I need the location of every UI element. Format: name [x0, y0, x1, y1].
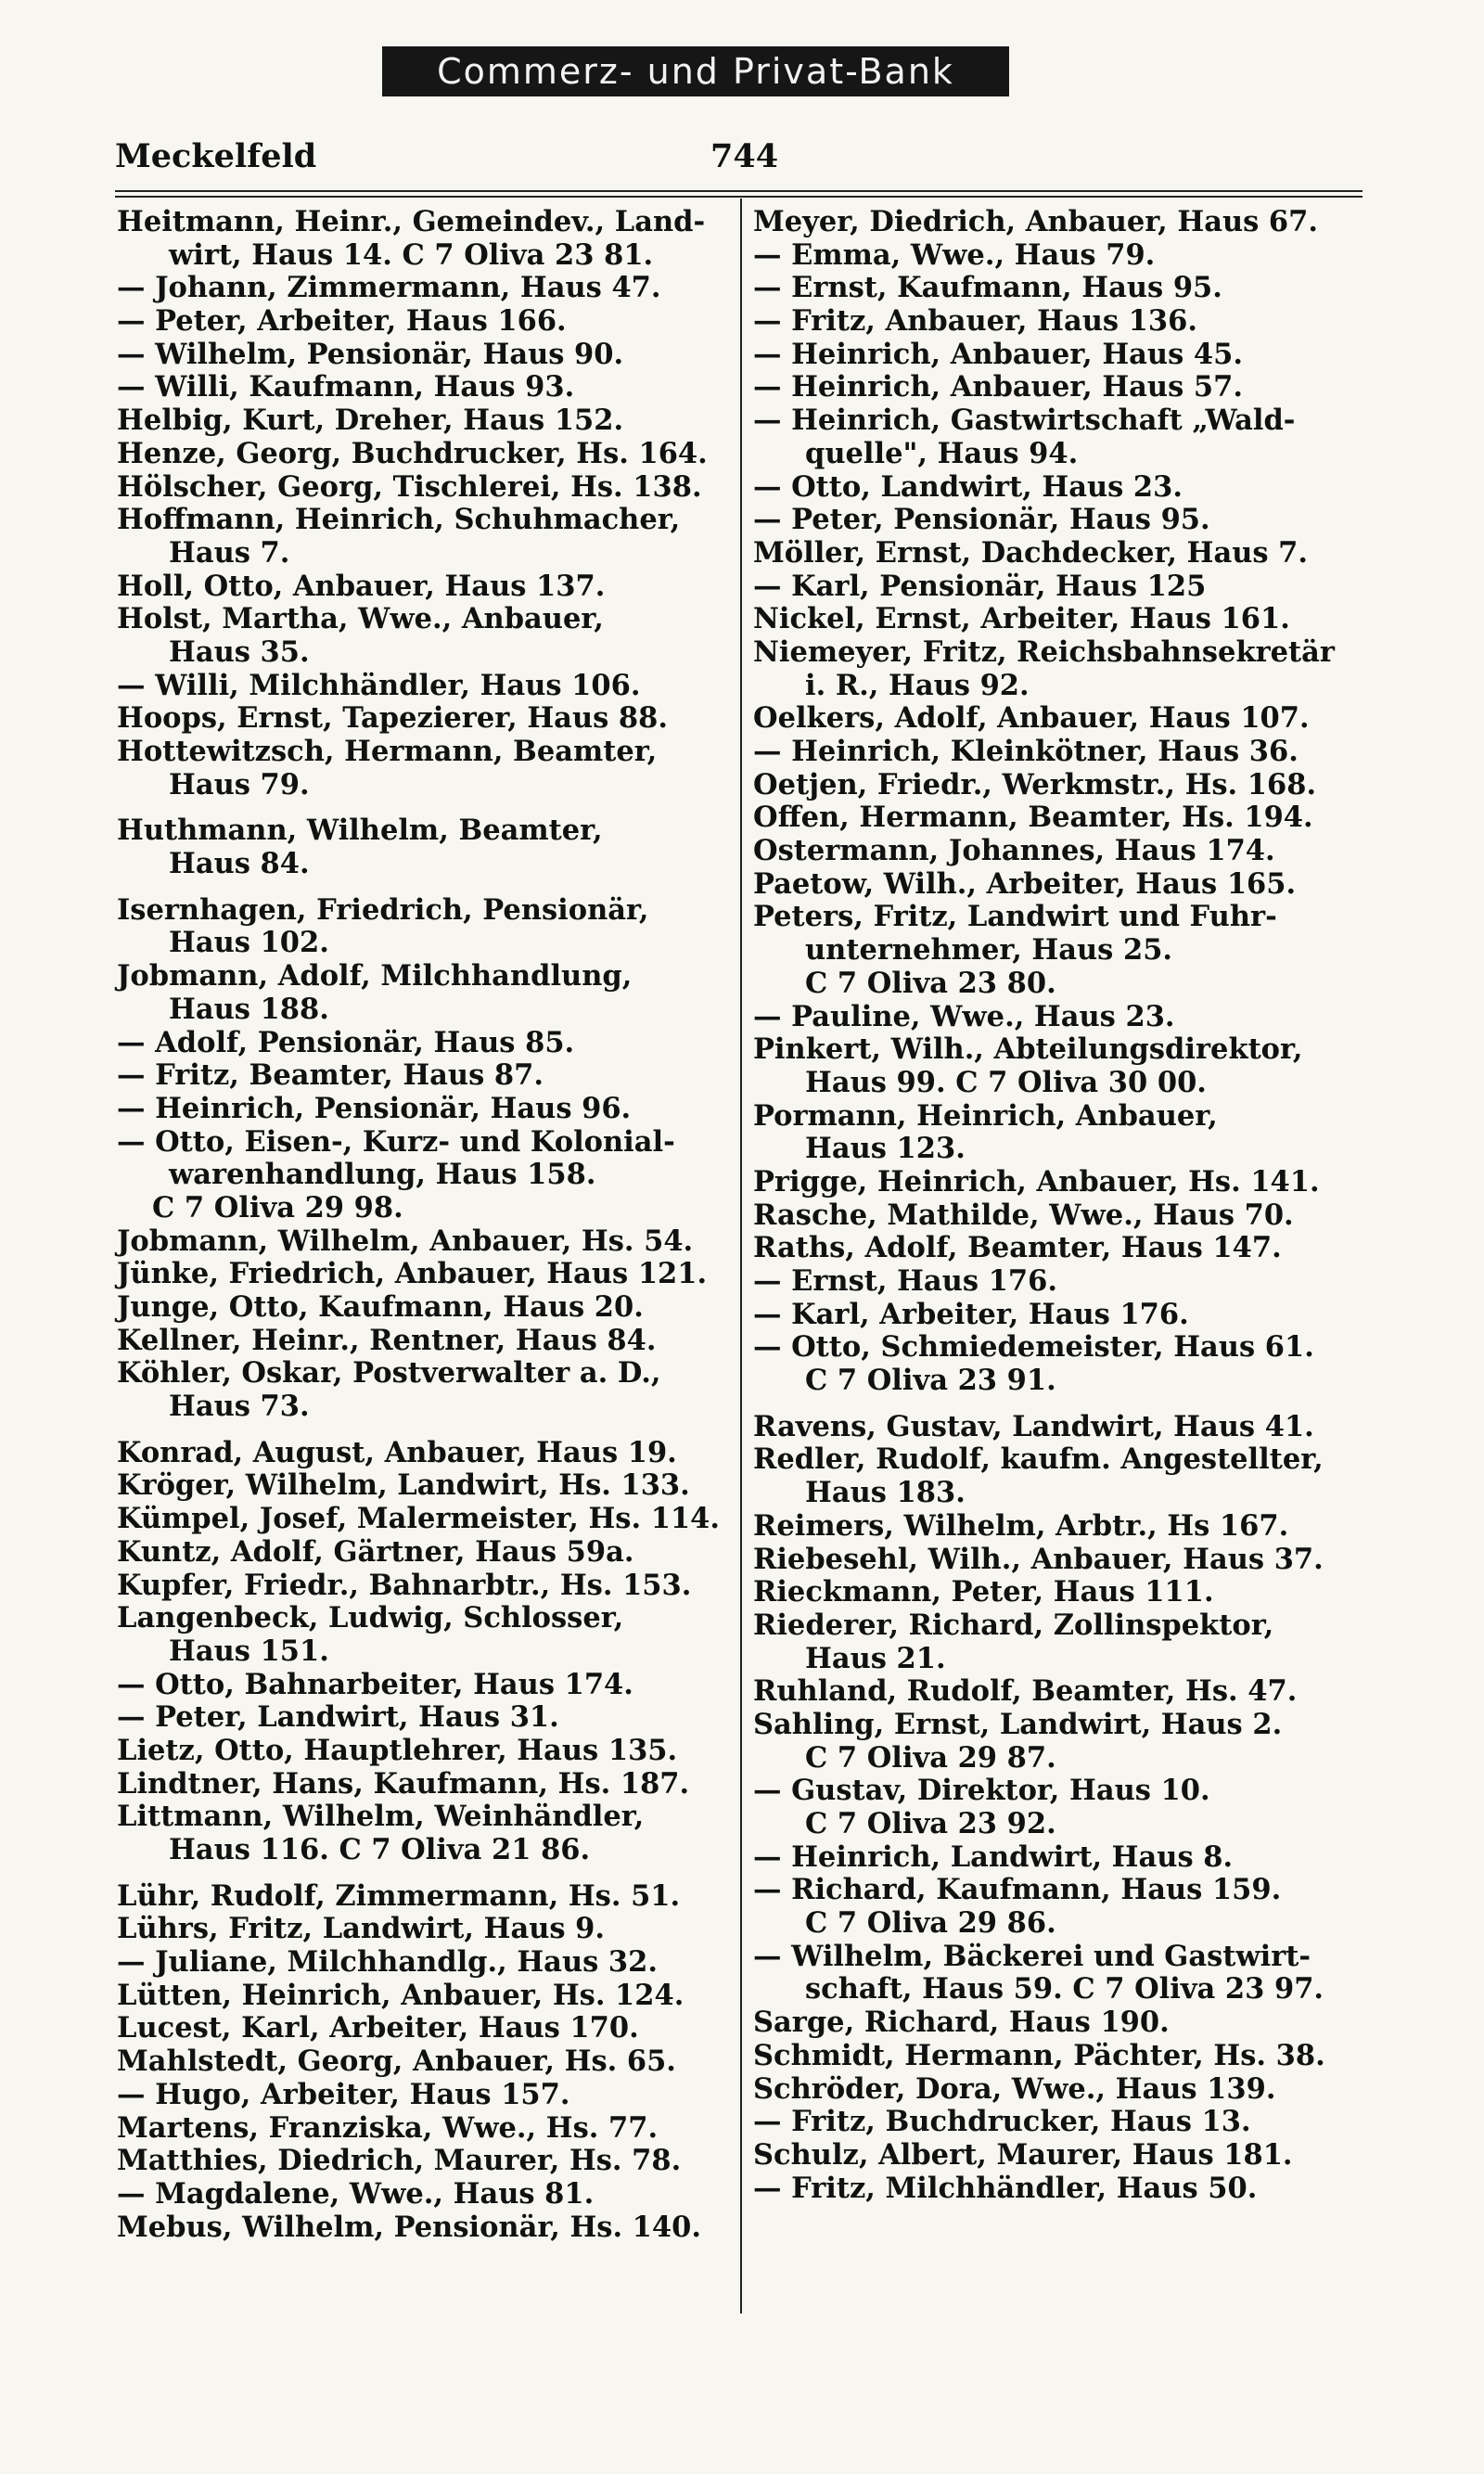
directory-line: — Fritz, Buchdrucker, Haus 13.: [753, 2105, 1251, 2139]
directory-line: — Gustav, Direktor, Haus 10.: [753, 1774, 1210, 1808]
directory-line: C 7 Oliva 23 80.: [805, 966, 1056, 1000]
bank-banner: Commerz- und Privat-Bank: [382, 46, 1009, 96]
directory-line: — Ernst, Haus 176.: [753, 1264, 1057, 1298]
directory-line: Oelkers, Adolf, Anbauer, Haus 107.: [753, 701, 1310, 736]
directory-line: Prigge, Heinrich, Anbauer, Hs. 141.: [753, 1164, 1320, 1199]
directory-line: Haus 21.: [805, 1641, 946, 1675]
directory-line: Raths, Adolf, Beamter, Haus 147.: [753, 1231, 1282, 1265]
directory-line: — Fritz, Beamter, Haus 87.: [117, 1058, 544, 1093]
directory-line: Ostermann, Johannes, Haus 174.: [753, 834, 1275, 868]
directory-line: — Emma, Wwe., Haus 79.: [753, 237, 1156, 272]
left-column: [117, 206, 729, 2244]
directory-line: — Willi, Milchhändler, Haus 106.: [117, 668, 641, 702]
directory-line: Riederer, Richard, Zollinspektor,: [753, 1608, 1274, 1642]
directory-line: Pormann, Heinrich, Anbauer,: [753, 1098, 1218, 1133]
directory-line: Kellner, Heinr., Rentner, Haus 84.: [117, 1323, 657, 1357]
directory-line: — Heinrich, Pensionär, Haus 96.: [117, 1091, 632, 1125]
directory-line: Heitmann, Heinr., Gemeindev., Land-: [117, 205, 706, 238]
directory-line: Sahling, Ernst, Landwirt, Haus 2.: [753, 1707, 1283, 1741]
directory-line: — Pauline, Wwe., Haus 23.: [753, 999, 1175, 1033]
directory-line: — Heinrich, Anbauer, Haus 57.: [753, 370, 1243, 404]
header-rule-top: [115, 190, 1362, 192]
directory-line: Ruhland, Rudolf, Beamter, Hs. 47.: [753, 1674, 1298, 1709]
directory-line: Haus 151.: [169, 1634, 329, 1668]
directory-line: Isernhagen, Friedrich, Pensionär,: [117, 892, 649, 927]
directory-line: Rieckmann, Peter, Haus 111.: [753, 1575, 1214, 1609]
directory-line: Haus 35.: [169, 635, 310, 669]
directory-line: Haus 183.: [805, 1476, 966, 1510]
directory-line: — Otto, Eisen-, Kurz- und Kolonial-: [117, 1124, 675, 1159]
directory-line: Kröger, Wilhelm, Landwirt, Hs. 133.: [117, 1468, 690, 1503]
directory-line: C 7 Oliva 29 86.: [805, 1906, 1056, 1941]
directory-line: Langenbeck, Ludwig, Schlosser,: [117, 1601, 624, 1635]
directory-line: Henze, Georg, Buchdrucker, Hs. 164.: [117, 436, 708, 470]
directory-line: Lucest, Karl, Arbeiter, Haus 170.: [117, 2011, 639, 2045]
directory-line: quelle", Haus 94.: [805, 436, 1079, 470]
directory-line: Möller, Ernst, Dachdecker, Haus 7.: [753, 535, 1309, 570]
directory-line: — Willi, Kaufmann, Haus 93.: [117, 370, 575, 404]
directory-line: Lindtner, Hans, Kaufmann, Hs. 187.: [117, 1766, 690, 1801]
directory-line: — Karl, Arbeiter, Haus 176.: [753, 1297, 1189, 1331]
directory-line: — Adolf, Pensionär, Haus 85.: [117, 1025, 575, 1059]
directory-line: Nickel, Ernst, Arbeiter, Haus 161.: [753, 602, 1290, 636]
directory-line: C 7 Oliva 29 87.: [805, 1740, 1056, 1775]
directory-line: Hoffmann, Heinrich, Schuhmacher,: [117, 503, 681, 537]
directory-line: — Peter, Arbeiter, Haus 166.: [117, 304, 567, 339]
directory-line: Konrad, August, Anbauer, Haus 19.: [117, 1435, 677, 1469]
directory-line: — Karl, Pensionär, Haus 125: [753, 569, 1207, 603]
directory-line: Niemeyer, Fritz, Reichsbahnsekretär: [753, 635, 1335, 669]
header-rule-bottom: [115, 196, 1362, 198]
directory-line: Mahlstedt, Georg, Anbauer, Hs. 65.: [117, 2045, 676, 2079]
directory-line: — Heinrich, Anbauer, Haus 45.: [753, 337, 1243, 371]
directory-line: — Juliane, Milchhandlg., Haus 32.: [117, 1945, 658, 1980]
place-heading: Meckelfeld: [115, 137, 317, 175]
directory-line: Hottewitzsch, Hermann, Beamter,: [117, 735, 658, 768]
directory-line: Littmann, Wilhelm, Weinhändler,: [117, 1800, 645, 1834]
directory-line: — Peter, Pensionär, Haus 95.: [753, 503, 1210, 537]
directory-line: Haus 79.: [169, 767, 310, 801]
directory-line: — Fritz, Milchhändler, Haus 50.: [753, 2171, 1258, 2205]
directory-line: schaft, Haus 59. C 7 Oliva 23 97.: [805, 1972, 1324, 2006]
directory-line: — Heinrich, Kleinkötner, Haus 36.: [753, 735, 1298, 768]
directory-line: Reimers, Wilhelm, Arbtr., Hs 167.: [753, 1508, 1289, 1543]
directory-line: — Otto, Landwirt, Haus 23.: [753, 469, 1183, 504]
directory-line: — Magdalene, Wwe., Haus 81.: [117, 2176, 595, 2211]
directory-line: unternehmer, Haus 25.: [805, 933, 1173, 968]
directory-line: Holst, Martha, Wwe., Anbauer,: [117, 602, 604, 636]
directory-line: C 7 Oliva 29 98.: [152, 1190, 403, 1224]
directory-line: Huthmann, Wilhelm, Beamter,: [117, 814, 603, 848]
directory-line: Lührs, Fritz, Landwirt, Haus 9.: [117, 1912, 606, 1946]
directory-line: Helbig, Kurt, Dreher, Haus 152.: [117, 404, 624, 438]
directory-line: Köhler, Oskar, Postverwalter a. D.,: [117, 1356, 661, 1391]
directory-line: — Peter, Landwirt, Haus 31.: [117, 1700, 559, 1735]
directory-line: Schulz, Albert, Maurer, Haus 181.: [753, 2137, 1293, 2172]
directory-line: Haus 188.: [169, 992, 329, 1026]
directory-line: Haus 7.: [169, 535, 290, 570]
directory-line: Schröder, Dora, Wwe., Haus 139.: [753, 2071, 1276, 2106]
directory-line: Paetow, Wilh., Arbeiter, Haus 165.: [753, 866, 1297, 901]
directory-line: C 7 Oliva 23 92.: [805, 1807, 1056, 1840]
directory-line: Junge, Otto, Kaufmann, Haus 20.: [117, 1290, 644, 1324]
directory-line: Haus 99. C 7 Oliva 30 00.: [805, 1065, 1207, 1099]
directory-line: Martens, Franziska, Wwe., Hs. 77.: [117, 2110, 659, 2145]
page-number: 744: [710, 137, 779, 175]
directory-line: Rasche, Mathilde, Wwe., Haus 70.: [753, 1198, 1294, 1232]
directory-line: Redler, Rudolf, kaufm. Angestellter,: [753, 1442, 1324, 1477]
directory-line: Haus 84.: [169, 847, 310, 881]
directory-line: C 7 Oliva 23 91.: [805, 1364, 1056, 1398]
directory-line: — Otto, Schmiedemeister, Haus 61.: [753, 1330, 1314, 1365]
directory-line: — Wilhelm, Pensionär, Haus 90.: [117, 337, 624, 371]
directory-line: i. R., Haus 92.: [805, 668, 1030, 702]
directory-line: Lühr, Rudolf, Zimmermann, Hs. 51.: [117, 1878, 681, 1913]
directory-line: Jünke, Friedrich, Anbauer, Haus 121.: [117, 1257, 708, 1291]
directory-line: wirt, Haus 14. C 7 Oliva 23 81.: [169, 237, 654, 272]
directory-line: — Heinrich, Gastwirtschaft „Wald-: [753, 404, 1296, 438]
directory-line: warenhandlung, Haus 158.: [169, 1158, 596, 1192]
directory-line: Haus 102.: [169, 926, 329, 960]
directory-line: Lütten, Heinrich, Anbauer, Hs. 124.: [117, 1978, 684, 2012]
directory-line: Matthies, Diedrich, Maurer, Hs. 78.: [117, 2144, 682, 2178]
directory-line: — Hugo, Arbeiter, Haus 157.: [117, 2077, 570, 2111]
directory-line: Offen, Hermann, Beamter, Hs. 194.: [753, 801, 1313, 835]
column-divider: [740, 199, 742, 2314]
directory-line: Peters, Fritz, Landwirt und Fuhr-: [753, 900, 1277, 934]
directory-line: Jobmann, Adolf, Milchhandlung,: [117, 959, 633, 993]
directory-line: — Fritz, Anbauer, Haus 136.: [753, 304, 1197, 339]
directory-line: Pinkert, Wilh., Abteilungsdirektor,: [753, 1032, 1303, 1067]
directory-line: Lietz, Otto, Hauptlehrer, Haus 135.: [117, 1733, 678, 1767]
directory-line: — Heinrich, Landwirt, Haus 8.: [753, 1839, 1234, 1874]
directory-line: Haus 73.: [169, 1390, 310, 1424]
directory-line: Sarge, Richard, Haus 190.: [753, 2006, 1170, 2040]
directory-line: — Otto, Bahnarbeiter, Haus 174.: [117, 1667, 633, 1701]
directory-line: — Johann, Zimmermann, Haus 47.: [117, 271, 661, 305]
directory-line: Mebus, Wilhelm, Pensionär, Hs. 140.: [117, 2210, 701, 2244]
directory-line: Kümpel, Josef, Malermeister, Hs. 114.: [117, 1502, 720, 1536]
directory-line: — Ernst, Kaufmann, Haus 95.: [753, 271, 1222, 305]
directory-line: Hölscher, Georg, Tischlerei, Hs. 138.: [117, 469, 702, 504]
directory-line: Kupfer, Friedr., Bahnarbtr., Hs. 153.: [117, 1568, 692, 1602]
right-column: [753, 206, 1365, 2205]
directory-line: Schmidt, Hermann, Pächter, Hs. 38.: [753, 2038, 1325, 2072]
directory-line: Haus 116. C 7 Oliva 21 86.: [169, 1833, 591, 1866]
directory-line: Meyer, Diedrich, Anbauer, Haus 67.: [753, 205, 1318, 238]
directory-line: — Richard, Kaufmann, Haus 159.: [753, 1873, 1282, 1907]
directory-line: Ravens, Gustav, Landwirt, Haus 41.: [753, 1409, 1314, 1443]
directory-line: — Wilhelm, Bäckerei und Gastwirt-: [753, 1939, 1311, 1973]
directory-line: Oetjen, Friedr., Werkmstr., Hs. 168.: [753, 767, 1317, 801]
directory-line: Haus 123.: [805, 1132, 966, 1166]
directory-line: Jobmann, Wilhelm, Anbauer, Hs. 54.: [117, 1224, 694, 1258]
directory-line: Hoops, Ernst, Tapezierer, Haus 88.: [117, 701, 668, 736]
directory-line: Holl, Otto, Anbauer, Haus 137.: [117, 569, 606, 603]
directory-line: Kuntz, Adolf, Gärtner, Haus 59a.: [117, 1534, 634, 1569]
directory-line: Riebesehl, Wilh., Anbauer, Haus 37.: [753, 1542, 1324, 1576]
